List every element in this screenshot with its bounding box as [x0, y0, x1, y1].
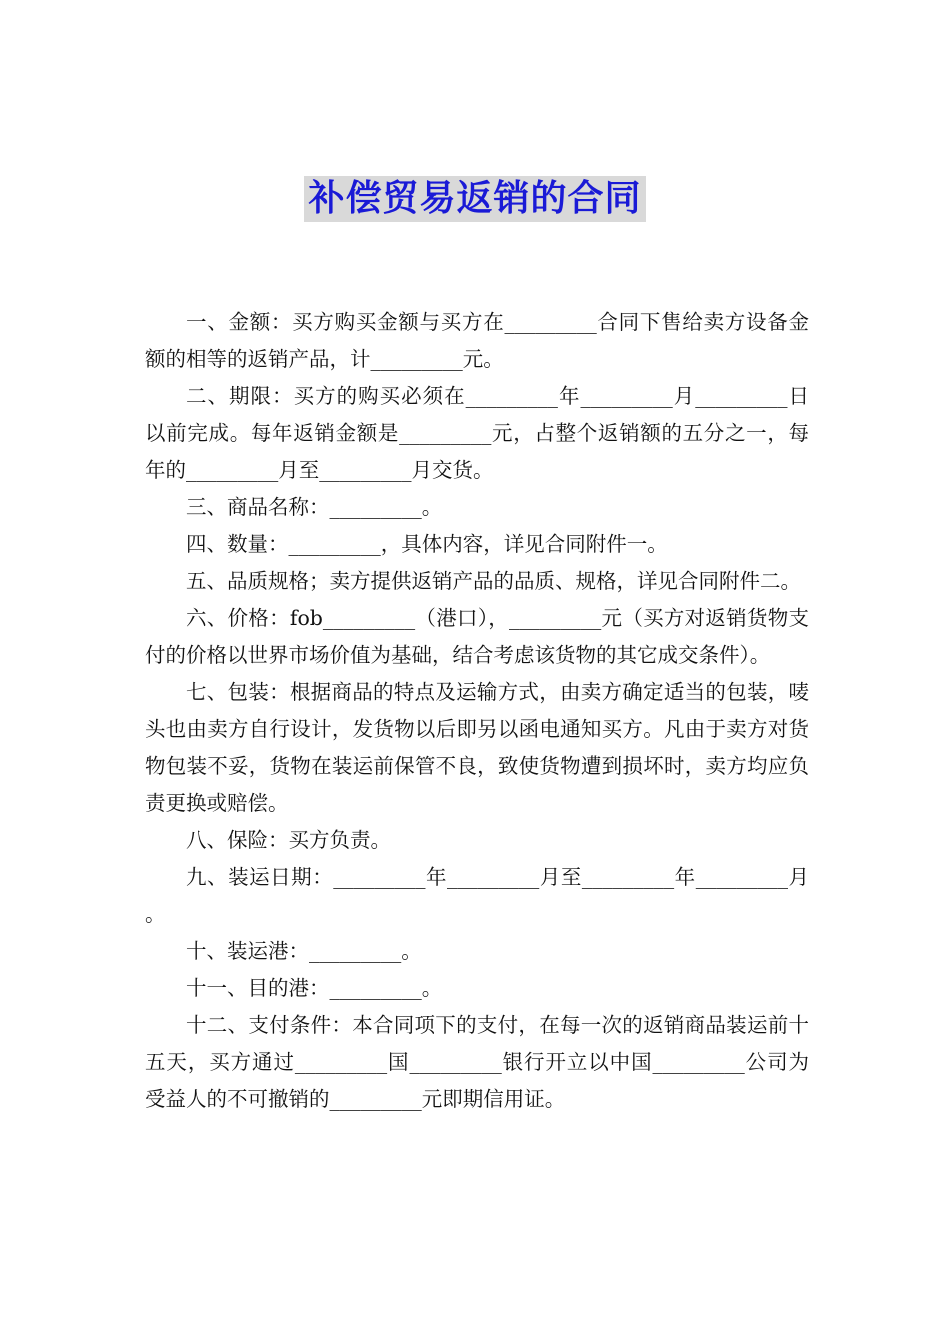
clause-11: 十一、目的港：_________。	[186, 976, 443, 1000]
clause-9: 九、装运日期：_________年_________月至_________年_________月。	[145, 865, 809, 926]
clause-5: 五、品质规格；卖方提供返销产品的品质、规格，详见合同附件二。	[186, 569, 801, 593]
clause-6: 六、价格：fob_________（港口），_________元（买方对返销货物支付的价格以世界市场价值为基础，结合考虑该货物的其它成交条件）。	[145, 606, 809, 667]
clause-1: 一、金额：买方购买金额与买方在_________合同下售给卖方设备金额的相等的返销产品，计_________元。	[145, 310, 809, 371]
contract-body	[145, 304, 809, 1118]
title-container	[0, 176, 950, 222]
clause-3: 三、商品名称：_________。	[186, 495, 443, 519]
clause-8: 八、保险：买方负责。	[186, 828, 391, 852]
clause-12: 十二、支付条件：本合同项下的支付，在每一次的返销商品装运前十五天，买方通过_________国_________银行开立以中国_________公司为受益人的不可撤销的_________元即期信用证。	[145, 1013, 809, 1111]
document-title: 补偿贸易返销的合同	[304, 176, 645, 222]
clause-10: 十、装运港：_________。	[186, 939, 422, 963]
clause-7: 七、包装：根据商品的特点及运输方式，由卖方确定适当的包装，唛头也由卖方自行设计，发货物以后即另以函电通知买方。凡由于卖方对货物包装不妥，货物在装运前保管不良，致使货物遭到损坏时，卖方均应负责更换或赔偿。	[145, 680, 809, 815]
clause-2: 二、期限：买方的购买必须在_________年_________月_________日以前完成。每年返销金额是_________元，占整个返销额的五分之一，每年的_________月至_________月交货。	[145, 384, 809, 482]
clause-4: 四、数量：_________，具体内容，详见合同附件一。	[186, 532, 668, 556]
